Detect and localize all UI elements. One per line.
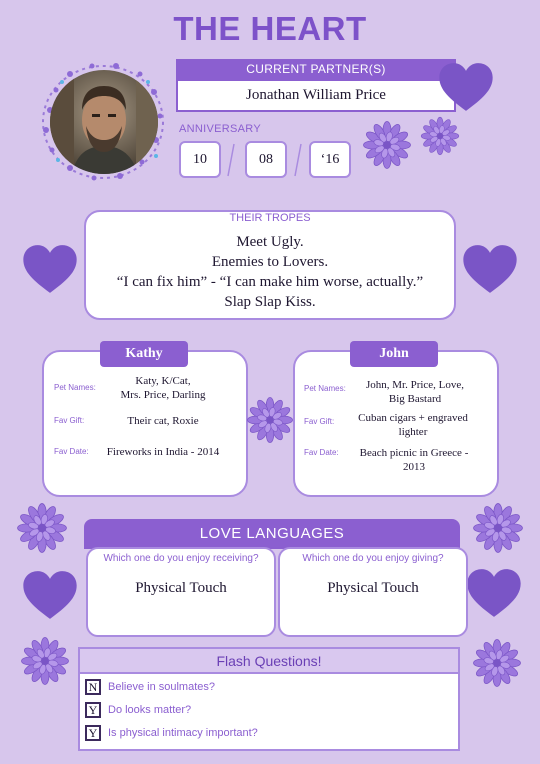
trope-item: “I can fix him” - “I can make him worse, actually.” [116,274,424,290]
giving-question: Which one do you enjoy giving? [302,553,444,564]
flower-icon [16,502,68,554]
flower-icon [246,396,294,444]
giving-answer: Physical Touch [327,580,419,596]
trope-item: Enemies to Lovers. [211,254,329,270]
receiving-answer: Physical Touch [135,580,227,596]
receiving-question: Which one do you enjoy receiving? [103,553,259,564]
fav-gift-value: Cuban cigars + engraved lighter [358,412,468,438]
heart-icon [466,568,522,618]
flash-answer-box[interactable]: Y [85,725,101,741]
anniversary-year: ‘16 [309,141,351,178]
heart-icon [438,62,494,112]
flash-answer-box[interactable]: N [85,679,101,695]
pet-names-label: Pet Names: [54,383,96,392]
anniversary-month: 10 [179,141,221,178]
pet-names-value: Katy, K/Cat, Mrs. Price, Darling [120,375,206,401]
anniversary-label: ANNIVERSARY [179,123,261,135]
date-separator [226,142,236,178]
flower-icon [362,120,412,170]
current-partner-name: Jonathan William Price [176,79,456,112]
anniversary-day: 08 [245,141,287,178]
flower-icon [472,502,524,554]
trope-item: Slap Slap Kiss. [224,294,316,310]
fav-date-label: Fav Date: [54,447,89,456]
pet-names-value: John, Mr. Price, Love, Big Bastard [365,379,465,405]
flash-question: Is physical intimacy important? [108,727,258,739]
fav-gift-label: Fav Gift: [54,416,85,425]
person-name-tab: John [350,341,438,367]
partner-avatar [50,70,158,174]
love-languages-header: LOVE LANGUAGES [84,519,460,549]
fav-date-value: Fireworks in India - 2014 [106,446,220,458]
flash-question: Do looks matter? [108,704,192,716]
date-separator [293,142,303,178]
fav-gift-label: Fav Gift: [304,417,335,426]
fav-gift-value: Their cat, Roxie [127,415,199,427]
person-name-tab: Kathy [100,341,188,367]
fav-date-label: Fav Date: [304,448,339,457]
flower-icon [20,636,70,686]
heart-icon [22,244,78,294]
flash-question: Believe in soulmates? [108,681,216,693]
heart-icon [462,244,518,294]
flower-icon [420,116,460,156]
heart-icon [22,570,78,620]
flash-answer-box[interactable]: Y [85,702,101,718]
trope-item: Meet Ugly. [236,234,304,250]
tropes-label: THEIR TROPES [229,212,311,224]
pet-names-label: Pet Names: [304,384,346,393]
fav-date-value: Beach picnic in Greece - 2013 [359,447,469,473]
flash-questions-header: Flash Questions! [78,647,460,674]
flower-icon [472,638,522,688]
page-title: THE HEART [173,10,367,47]
current-partner-label: CURRENT PARTNER(S) [176,59,456,79]
